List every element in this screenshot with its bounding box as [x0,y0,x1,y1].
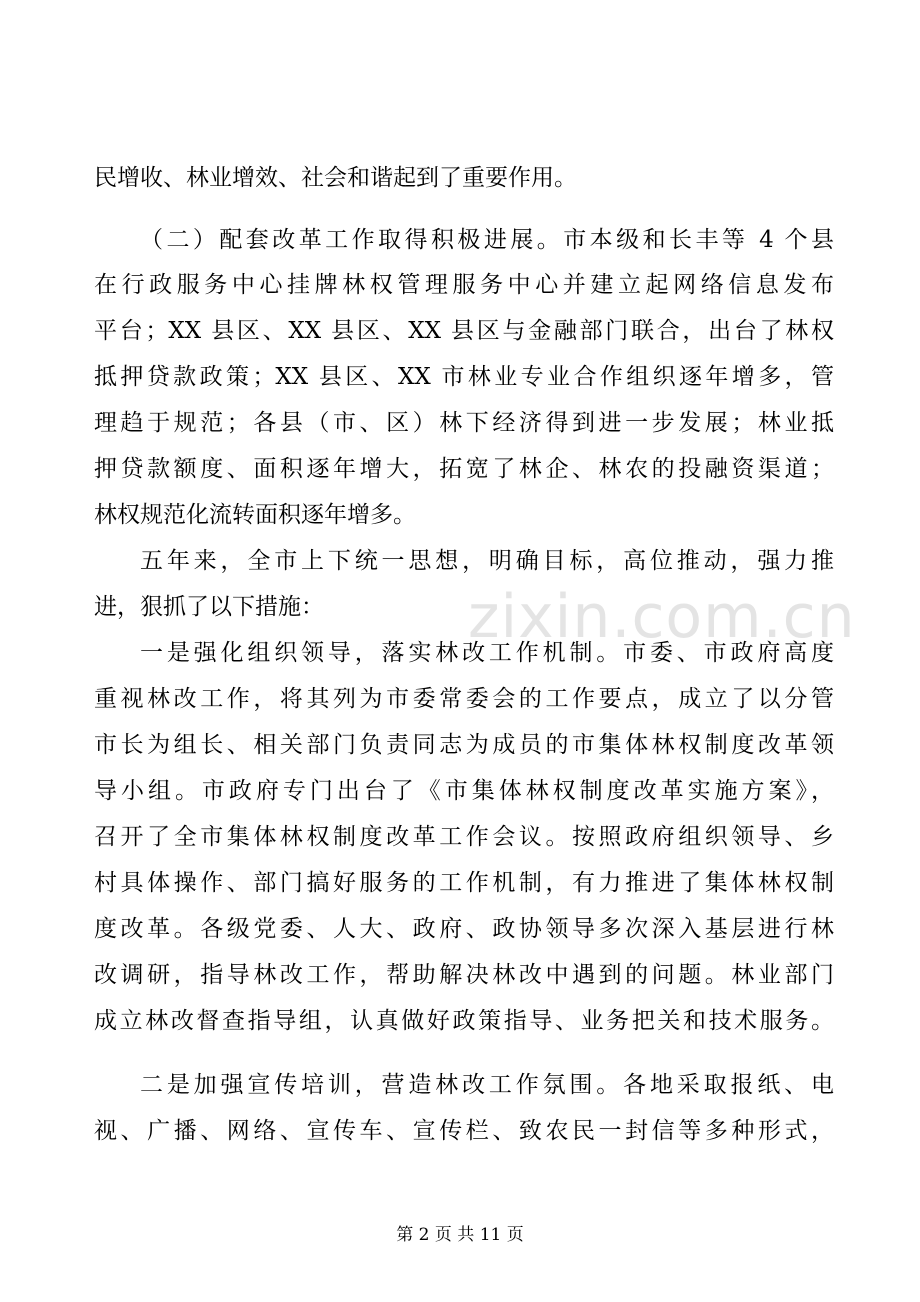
text-line: （二）配套改革工作取得积极进展。市本级和长丰等 4 个县 [140,227,834,253]
text-line: 抵押贷款政策；XX 县区、XX 市林业专业合作组织逐年增多，管 [94,364,834,390]
text-line: 押贷款额度、面积逐年增大，拓宽了林企、林农的投融资渠道； [94,456,834,482]
text-line: 二是加强宣传培训，营造林改工作氛围。各地采取报纸、电 [140,1072,834,1098]
text-line: 改调研，指导林改工作，帮助解决林改中遇到的问题。林业部门 [94,962,834,988]
text-line: 民增收、林业增效、社会和谐起到了重要作用。 [94,165,577,191]
text-line: 一是强化组织领导，落实林改工作机制。市委、市政府高度 [140,640,834,666]
watermark: zixin.com.cn [468,582,856,652]
text-line: 成立林改督查指导组，认真做好政策指导、业务把关和技术服务。 [94,1008,834,1034]
page-footer: 第 2 页 共 11 页 [396,1225,524,1245]
text-line: 平台；XX 县区、XX 县区、XX 县区与金融部门联合，出台了林权 [94,318,834,344]
text-line: 重视林改工作，将其列为市委常委会的工作要点，成立了以分管 [94,686,834,712]
text-line: 林权规范化流转面积逐年增多。 [94,502,416,528]
text-line: 市长为组长、相关部门负责同志为成员的市集体林权制度改革领 [94,732,834,758]
text-line: 视、广播、网络、宣传车、宣传栏、致农民一封信等多种形式， [94,1118,834,1144]
text-line: 五年来，全市上下统一思想，明确目标，高位推动，强力推 [140,548,834,574]
text-line: 理趋于规范；各县（市、区）林下经济得到进一步发展；林业抵 [94,410,834,436]
text-line: 召开了全市集体林权制度改革工作会议。按照政府组织领导、乡 [94,824,834,850]
text-line: 度改革。各级党委、人大、政府、政协领导多次深入基层进行林 [94,916,834,942]
text-line: 村具体操作、部门搞好服务的工作机制，有力推进了集体林权制 [94,870,834,896]
text-line: 在行政服务中心挂牌林权管理服务中心并建立起网络信息发布 [94,272,834,298]
text-line: 进，狠抓了以下措施： [94,594,324,620]
text-line: 导小组。市政府专门出台了《市集体林权制度改革实施方案》， [94,778,834,804]
